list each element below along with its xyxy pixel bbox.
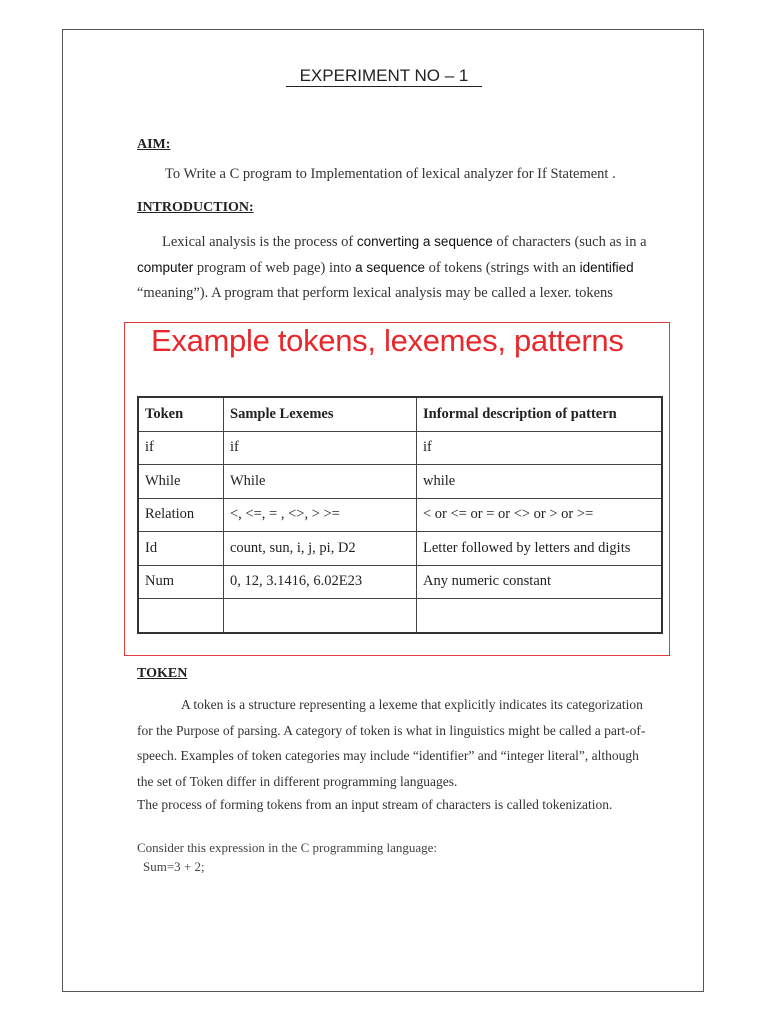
table-row <box>138 465 662 499</box>
table-row <box>138 599 662 633</box>
consider-line: Consider this expression in the C programming language: <box>137 840 438 855</box>
table-cell: Letter followed by letters and digits <box>417 532 663 566</box>
table-cell: Relation <box>138 498 224 532</box>
figure-title: Example tokens, lexemes, patterns <box>151 323 624 358</box>
table-cell: < or <= or = or <> or > or >= <box>417 498 663 532</box>
table-cell: <, <=, = , <>, > >= <box>224 498 417 532</box>
introduction-heading: INTRODUCTION: <box>137 200 254 215</box>
consider-block <box>137 838 437 876</box>
aim-heading: AIM: <box>137 137 171 152</box>
introduction-line-1: Lexical analysis is the process of converting a sequence of characters (such as in a <box>162 234 647 250</box>
table-row <box>138 498 662 532</box>
token-line-3: speech. Examples of token categories may include “identifier” and “integer literal”, although <box>137 748 639 763</box>
table-cell: Num <box>138 565 224 599</box>
token-heading: TOKEN <box>137 666 188 681</box>
header-token: Token <box>138 397 224 431</box>
table-cell <box>417 599 663 633</box>
aim-text: To Write a C program to Implementation of lexical analyzer for If Statement . <box>165 166 616 182</box>
introduction-line-2: computer program of web page) into a sequence of tokens (strings with an identified <box>137 260 634 276</box>
table-cell: 0, 12, 3.1416, 6.02E23 <box>224 565 417 599</box>
table-row <box>138 431 662 465</box>
token-line-5: The process of forming tokens from an input stream of characters is called tokenization. <box>137 797 613 812</box>
header-pattern: Informal description of pattern <box>417 397 663 431</box>
token-line-1: A token is a structure representing a lexeme that explicitly indicates its categorization <box>181 697 643 712</box>
header-sample-lexemes: Sample Lexemes <box>224 397 417 431</box>
table-row <box>138 565 662 599</box>
token-line-2: for the Purpose of parsing. A category of token is what in linguistics might be called a part-of- <box>137 722 646 738</box>
table-cell: while <box>417 465 663 499</box>
table-cell: Id <box>138 532 224 566</box>
expression-line: Sum=3 + 2; <box>143 859 205 874</box>
table-cell: if <box>138 431 224 465</box>
table-cell <box>138 599 224 633</box>
table-cell: if <box>417 431 663 465</box>
tokens-table <box>137 396 663 634</box>
table-cell: if <box>224 431 417 465</box>
token-paragraph <box>137 692 677 815</box>
page-title: EXPERIMENT NO – 1 <box>0 66 768 86</box>
table-cell: While <box>138 465 224 499</box>
table-header-row <box>138 397 662 431</box>
table-cell: While <box>224 465 417 499</box>
table-row <box>138 532 662 566</box>
introduction-line-3: “meaning”). A program that perform lexical analysis may be called a lexer. tokens <box>137 285 613 301</box>
table-cell: Any numeric constant <box>417 565 663 599</box>
table-cell: count, sun, i, j, pi, D2 <box>224 532 417 566</box>
introduction-paragraph <box>137 229 677 306</box>
table-cell <box>224 599 417 633</box>
token-line-4: the set of Token differ in different programming languages. <box>137 773 458 789</box>
